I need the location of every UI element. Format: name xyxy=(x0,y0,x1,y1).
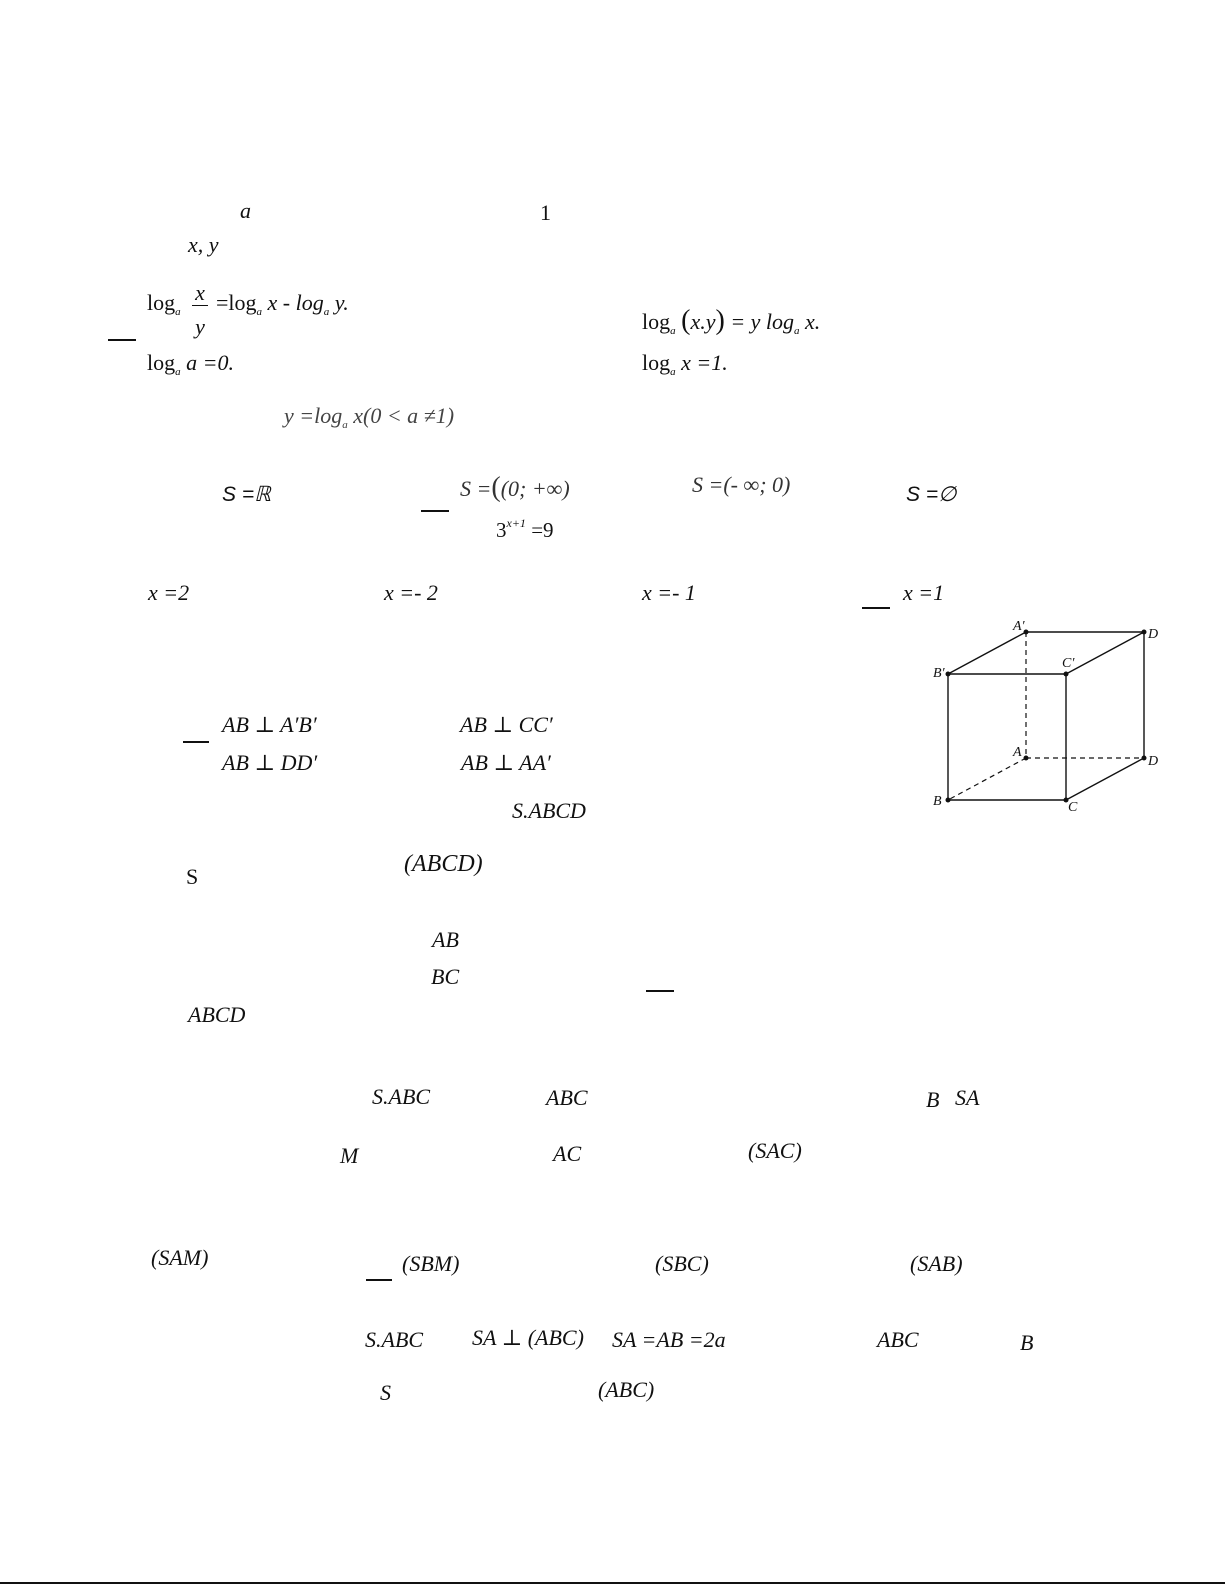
option-d-set: S =∅ xyxy=(906,483,957,506)
log-base: a xyxy=(670,325,676,337)
text: x.y xyxy=(690,309,716,334)
base: 3 xyxy=(496,518,507,542)
edge-bc: BC xyxy=(431,964,460,989)
vertex-label: D xyxy=(1148,754,1159,769)
vertex-point xyxy=(1142,630,1147,635)
text: = y log xyxy=(730,309,795,334)
option-b-set: S =((0; +∞) xyxy=(460,472,570,503)
pyramid-name: S.ABCD xyxy=(512,798,586,823)
log-base: a xyxy=(175,306,181,318)
cube-edge xyxy=(1066,632,1144,674)
text: S = xyxy=(692,472,724,497)
vertex-label: A xyxy=(1013,745,1022,760)
lengths-statement: SA =AB =2a xyxy=(612,1327,726,1352)
option-a-plane: (SAM) xyxy=(151,1245,209,1270)
vertex-label: A′ xyxy=(1013,619,1025,634)
log-text: log xyxy=(147,350,176,375)
vertex-label: B xyxy=(933,794,942,809)
triangle-abc: ABC xyxy=(877,1327,919,1352)
plane-abc: (ABC) xyxy=(598,1377,655,1402)
option-c-root: x =- 1 xyxy=(642,580,696,605)
text: x =1. xyxy=(681,350,728,375)
answer-mark xyxy=(108,339,136,341)
option-a-root: x =2 xyxy=(148,580,190,605)
option-d-perp: AB ⊥ AA′ xyxy=(461,750,551,775)
text: x - log xyxy=(267,290,324,315)
pyramid-name: S.ABC xyxy=(365,1327,424,1352)
option-a-formula-rest xyxy=(216,290,349,318)
log-base: a xyxy=(323,306,330,318)
cube-hidden-edge xyxy=(948,758,1026,800)
log-text: log xyxy=(642,350,671,375)
option-b-plane: (SBM) xyxy=(402,1251,460,1276)
answer-mark xyxy=(646,990,674,992)
option-d-formula xyxy=(642,350,728,378)
cube-edge xyxy=(1066,758,1144,800)
log-text: log xyxy=(147,290,176,315)
vertex-point xyxy=(1024,756,1029,761)
var-a: a xyxy=(240,198,251,223)
log-base: a xyxy=(670,366,676,378)
exponent: x+1 xyxy=(506,516,526,530)
text: =9 xyxy=(525,518,554,542)
cube-diagram xyxy=(925,612,1165,812)
text: =log xyxy=(216,290,257,315)
option-b-formula: $\log_a (x.y) = y$ $\log_a x$. xyxy=(642,305,821,337)
text: y. xyxy=(334,290,349,315)
edge-ac: AC xyxy=(553,1141,582,1166)
vertex-point xyxy=(946,672,951,677)
answer-mark xyxy=(366,1279,392,1281)
vertex-point xyxy=(1142,756,1147,761)
perpendicular-statement: SA ⊥ (ABC) xyxy=(472,1325,584,1350)
option-b-root: x =- 2 xyxy=(384,580,438,605)
edge-ab: AB xyxy=(432,927,459,952)
option-c-formula xyxy=(147,350,234,378)
option-a-perp: AB ⊥ A′B′ xyxy=(222,712,317,737)
cube-edge xyxy=(948,632,1026,674)
option-d-plane: (SAB) xyxy=(910,1251,963,1276)
text: a =0. xyxy=(186,350,234,375)
vertex-label: C′ xyxy=(1062,656,1075,671)
text: (- ∞; 0) xyxy=(723,472,791,497)
edge-sa: SA xyxy=(955,1085,980,1110)
vars-xy: x, y xyxy=(188,232,219,257)
log-text: log xyxy=(642,309,671,334)
option-a-formula xyxy=(147,290,181,318)
vertex-label: D xyxy=(1148,627,1159,642)
point-m: M xyxy=(340,1143,359,1168)
answer-mark xyxy=(421,510,449,512)
answer-mark xyxy=(183,741,209,743)
function-formula xyxy=(284,403,455,431)
text: x. xyxy=(805,309,821,334)
pyramid-name: S.ABC xyxy=(372,1084,431,1109)
text: y =log xyxy=(284,403,343,428)
log-base: a xyxy=(342,419,348,431)
point-b: B xyxy=(1020,1330,1034,1355)
number-one: 1 xyxy=(540,200,551,225)
plane-abcd: (ABCD) xyxy=(404,851,483,877)
log-base: a xyxy=(175,366,181,378)
exponential-equation xyxy=(496,516,554,542)
vertex-s: S xyxy=(186,864,199,889)
option-c-plane: (SBC) xyxy=(655,1251,709,1276)
fraction-denominator: y xyxy=(195,314,205,339)
answer-mark xyxy=(862,607,890,609)
fraction-bar xyxy=(192,305,208,306)
triangle-abc: ABC xyxy=(546,1085,588,1110)
option-d-root: x =1 xyxy=(903,580,945,605)
page-bottom-rule xyxy=(0,1582,1225,1584)
text: (0; +∞) xyxy=(500,476,570,501)
base-abcd: ABCD xyxy=(188,1002,246,1027)
option-c-perp: AB ⊥ DD′ xyxy=(222,750,318,775)
vertex-label: C xyxy=(1068,800,1078,812)
text: x(0 < a ≠1) xyxy=(353,403,455,428)
log-base: a xyxy=(794,325,800,337)
option-a-set: S =ℝ xyxy=(222,483,271,506)
fraction-numerator: x xyxy=(195,280,205,305)
vertex-label: B′ xyxy=(933,666,945,681)
point-b: B xyxy=(926,1087,940,1112)
vertex-point xyxy=(946,798,951,803)
log-base: a xyxy=(256,306,263,318)
option-c-set xyxy=(692,474,790,496)
vertex-s: S xyxy=(380,1380,391,1405)
vertex-point xyxy=(1064,672,1069,677)
plane-sac: (SAC) xyxy=(748,1138,802,1163)
option-b-perp: AB ⊥ CC′ xyxy=(460,712,553,737)
text: S = xyxy=(460,476,492,501)
